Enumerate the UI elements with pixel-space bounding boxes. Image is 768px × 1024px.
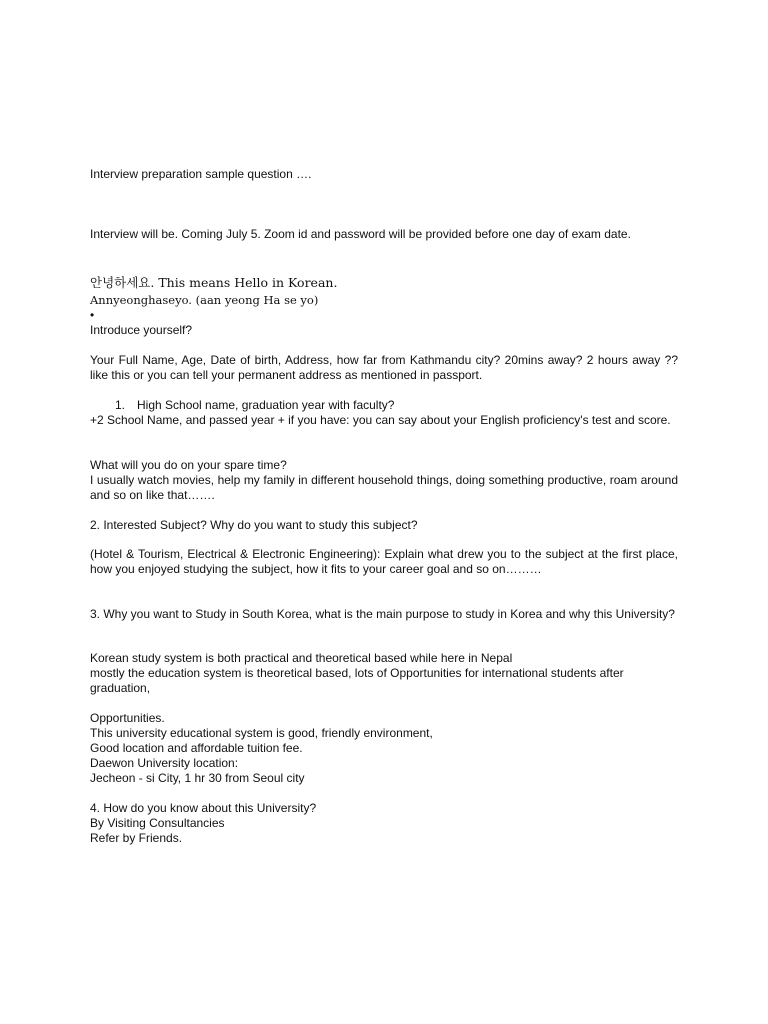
answer-spare-time: I usually watch movies, help my family in different household things, doing something productive, roam around and so on like that……. (90, 473, 678, 502)
answer-how-know-2: Refer by Friends. (90, 831, 183, 845)
bullet-point: • (90, 308, 95, 322)
question-spare-time: What will you do on your spare time? (90, 458, 287, 472)
answer-school: +2 School Name, and passed year + if you have: you can say about your English proficiency's test and score. (90, 413, 671, 427)
list-item-high-school (115, 398, 394, 413)
answer-korea-line-2: mostly the education system is theoretical based, lots of Opportunities for international students after (90, 666, 624, 680)
question-introduce: Introduce yourself? (90, 323, 193, 337)
answer-introduce: Your Full Name, Age, Date of birth, Address, how far from Kathmandu city? 20mins away? 2 hours away ?? like this or you can tell your permanent address as mentioned in passport. (90, 353, 678, 382)
list-number: 1. (115, 398, 126, 412)
question-how-know: 4. How do you know about this University? (90, 801, 317, 815)
university-location-label: Daewon University location: (90, 756, 239, 770)
answer-korea-line-1: Korean study system is both practical and theoretical based while here in Nepal (90, 651, 513, 665)
list-item-text: High School name, graduation year with faculty? (137, 398, 395, 412)
opportunities-line-2: Good location and affordable tuition fee. (90, 741, 303, 755)
question-why-korea: 3. Why you want to Study in South Korea, what is the main purpose to study in Korea and why this University? (90, 607, 675, 621)
document-title: Interview preparation sample question …. (90, 167, 312, 181)
korean-greeting: 안녕하세요. This means Hello in Korean. (90, 275, 338, 290)
interview-notice: Interview will be. Coming July 5. Zoom id and password will be provided before one day of exam date. (90, 227, 631, 241)
answer-interested-subject: (Hotel & Tourism, Electrical & Electronic Engineering): Explain what drew you to the subject at the first place, how you enjoyed studying the subject, how it fits to your career goal and so on……… (90, 547, 678, 576)
university-location-value: Jecheon - si City, 1 hr 30 from Seoul city (90, 771, 305, 785)
question-interested-subject: 2. Interested Subject? Why do you want to study this subject? (90, 518, 418, 532)
answer-korea-line-3: graduation, (90, 681, 151, 695)
opportunities-line-1: This university educational system is good, friendly environment, (90, 726, 433, 740)
opportunities-heading: Opportunities. (90, 711, 165, 725)
answer-how-know-1: By Visiting Consultancies (90, 816, 225, 830)
romanized-greeting: Annyeonghaseyo. (aan yeong Ha se yo) (90, 293, 319, 307)
